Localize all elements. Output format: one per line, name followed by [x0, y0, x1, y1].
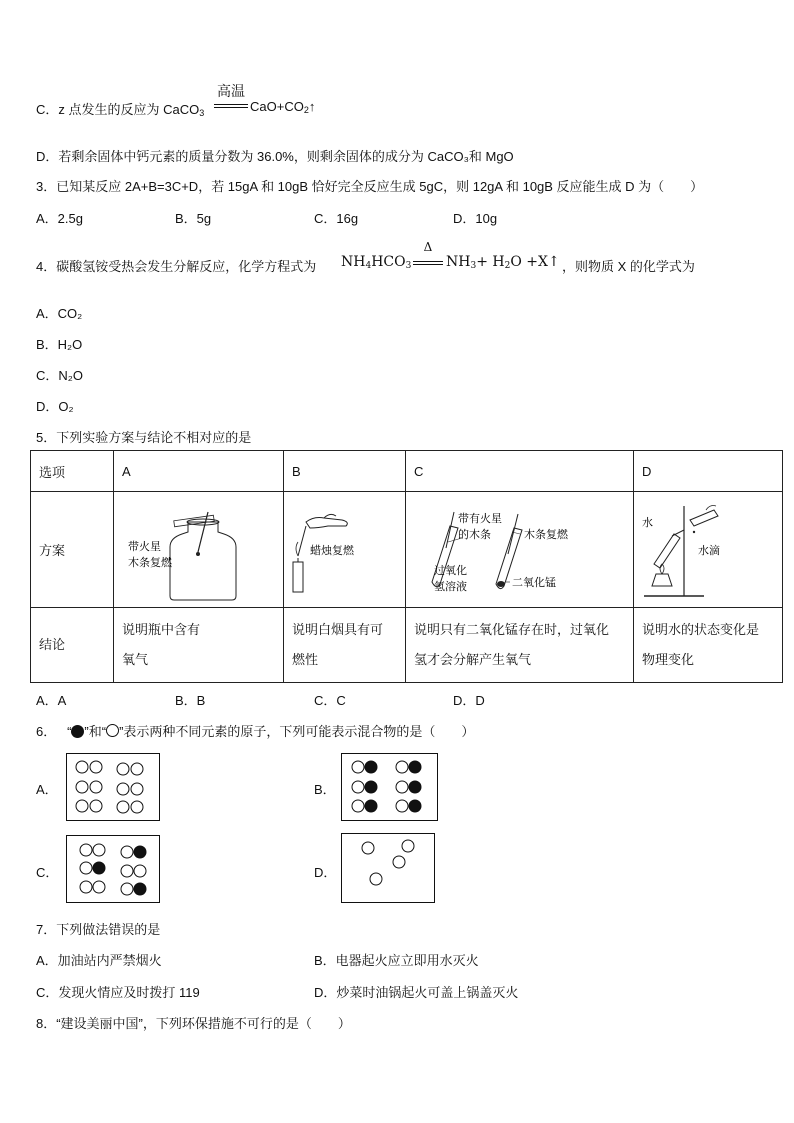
q5-concl-b-1: 说明白烟具有可	[292, 622, 384, 637]
q5-conclusion-row	[31, 608, 783, 683]
q5-concl-a-1: 说明瓶中含有	[122, 622, 201, 637]
q5-fig-b-cell	[284, 492, 406, 608]
q4-product-2: + H	[476, 254, 505, 270]
q5-header-a: A	[114, 451, 284, 492]
q6-quote-mid: ”和“	[84, 724, 107, 739]
q5-concl-a-2: 氧气	[122, 652, 149, 667]
q5-option-a: A．A	[36, 693, 67, 708]
q6-box-a-molecules	[67, 754, 159, 820]
q2-optc-prefix: C．z 点发生的反应为 CaCO	[36, 102, 200, 117]
q5-concl-d-2: 物理变化	[642, 652, 695, 667]
white-atom-icon	[106, 724, 119, 737]
q5-plan-row	[31, 492, 783, 608]
fig-c-label-4: 过氧化	[434, 565, 467, 577]
q6-box-a	[66, 753, 160, 821]
q5-fig-d-cell	[634, 492, 783, 608]
q6-label-c: C．	[36, 865, 59, 880]
q3-option-b: B．5g	[175, 211, 212, 226]
fig-c-label-3: 木条复燃	[524, 529, 568, 541]
q5-option-b: B．B	[175, 693, 206, 708]
q5-header-c: C	[406, 451, 634, 492]
q5-conclusion-a	[114, 608, 284, 683]
q2-optc-product	[250, 99, 315, 115]
q4-r-sub1: 4	[365, 261, 372, 271]
q4-r-sub2: 3	[405, 261, 412, 271]
q4-p-sub1: 3	[470, 261, 477, 271]
fig-c-test-tube-diagram	[406, 492, 633, 604]
q4-p-sub2: 2	[504, 261, 511, 271]
q5-conclusion-c	[406, 608, 634, 683]
fig-d-label-1: 水	[642, 517, 653, 529]
q6-stem	[36, 721, 474, 740]
q4-condition: Δ	[423, 240, 433, 254]
fig-c-label-2: 的木条	[458, 529, 491, 541]
q5-fig-c-cell	[406, 492, 634, 608]
q3-option-c: C．16g	[314, 211, 359, 226]
q2-equals-bar	[214, 104, 248, 108]
q6-label-b: B．	[314, 782, 336, 797]
q4-option-b: B．H₂O	[36, 337, 83, 352]
q6-num: 6．	[36, 724, 57, 739]
q6-quote-open: “	[67, 724, 72, 739]
q2-gas-arrow: ↑	[308, 99, 316, 114]
q6-quote-close: ”表示两种不同元素的原子，下列可能表示混合物的是（ ）	[119, 724, 475, 739]
q7-stem: 7．下列做法错误的是	[36, 922, 161, 937]
q3-stem: 3．已知某反应 2A+B=3C+D，若 15gA 和 10gB 恰好完全反应生成 5gC，则 12gA 和 10gB 反应能生成 D 为（ ）	[36, 179, 704, 194]
q4-option-a: A．CO₂	[36, 306, 83, 321]
q5-conclusion-label: 结论	[31, 608, 114, 683]
q7-option-a: A．加油站内严禁烟火	[36, 953, 162, 968]
q4-stem-prefix: 4．碳酸氢铵受热会发生分解反应，化学方程式为	[36, 259, 317, 274]
q5-concl-d-1: 说明水的状态变化是	[642, 622, 760, 637]
q2-product-sub: 2	[303, 105, 309, 115]
q6-label-d: D．	[314, 865, 337, 880]
q5-header-d: D	[634, 451, 783, 492]
q2-product-text: CaO+CO	[250, 99, 304, 114]
q6-box-b	[341, 753, 438, 821]
q5-concl-c-2: 氢才会分解产生氧气	[414, 652, 532, 667]
q6-label-a: A．	[36, 782, 58, 797]
fig-c-label-6: 二氧化锰	[512, 577, 556, 589]
q4-stem-suffix: ，则物质 X 的化学式为	[562, 259, 695, 274]
q5-header-row	[31, 451, 783, 492]
fig-b-label-1: 蜡烛复燃	[310, 545, 354, 557]
q5-conclusion-b	[284, 608, 406, 683]
fig-a-bottle-diagram	[114, 492, 283, 604]
q4-reactant-2: HCO	[371, 254, 406, 270]
q4-option-d: D．O₂	[36, 399, 74, 414]
q5-plan-label: 方案	[31, 492, 114, 608]
q4-equation-right	[446, 254, 560, 271]
q5-option-c: C．C	[314, 693, 346, 708]
fig-c-label-5: 氢溶液	[434, 581, 467, 593]
q7-option-d: D．炒菜时油锅起火可盖上锅盖灭火	[314, 985, 519, 1000]
q7-option-c: C．发现火情应及时拨打 119	[36, 985, 200, 1000]
q5-conclusion-d	[634, 608, 783, 683]
q6-box-b-molecules	[342, 754, 437, 820]
q5-table	[30, 450, 783, 683]
q5-concl-b-2: 燃性	[292, 652, 319, 667]
q4-equals-bar	[413, 261, 443, 265]
fig-a-label-1: 带火星	[128, 541, 161, 553]
q2-optc-sub1: 3	[199, 108, 205, 118]
q5-fig-a-cell	[114, 492, 284, 608]
q4-product-1: NH	[446, 254, 471, 270]
q2-option-c	[36, 99, 204, 118]
q6-box-c	[66, 835, 160, 903]
q4-reactant-1: NH	[341, 254, 366, 270]
q3-option-d: D．10g	[453, 211, 498, 226]
black-atom-icon	[71, 725, 84, 738]
q8-stem: 8．“建设美丽中国”，下列环保措施不可行的是（ ）	[36, 1016, 351, 1031]
fig-c-label-1: 带有火星	[458, 513, 502, 525]
q2-condition: 高温	[217, 83, 245, 99]
q4-equation-left	[341, 254, 411, 271]
q5-header-b: B	[284, 451, 406, 492]
q5-concl-c-1: 说明只有二氧化锰存在时，过氧化	[414, 622, 610, 637]
q2-option-d: D．若剩余固体中钙元素的质量分数为 36.0%，则剩余固体的成分为 CaCO₃和 MgO	[36, 149, 514, 164]
fig-b-candle-diagram	[284, 492, 405, 604]
q3-option-a: A．2.5g	[36, 211, 83, 226]
fig-d-heating-diagram	[634, 492, 782, 604]
q4-product-3: O +X↑	[510, 254, 560, 270]
q7-option-b: B．电器起火应立即用水灭火	[314, 953, 479, 968]
q5-stem: 5．下列实验方案与结论不相对应的是	[36, 430, 252, 445]
q4-option-c: C．N₂O	[36, 368, 83, 383]
fig-a-label-2: 木条复燃	[128, 557, 172, 569]
q5-header-option: 选项	[31, 451, 114, 492]
q5-option-d: D．D	[453, 693, 485, 708]
q6-box-d	[341, 833, 435, 903]
q6-box-d-atoms	[342, 834, 434, 902]
fig-d-label-2: 水滴	[698, 545, 720, 557]
q6-box-c-molecules	[67, 836, 159, 902]
